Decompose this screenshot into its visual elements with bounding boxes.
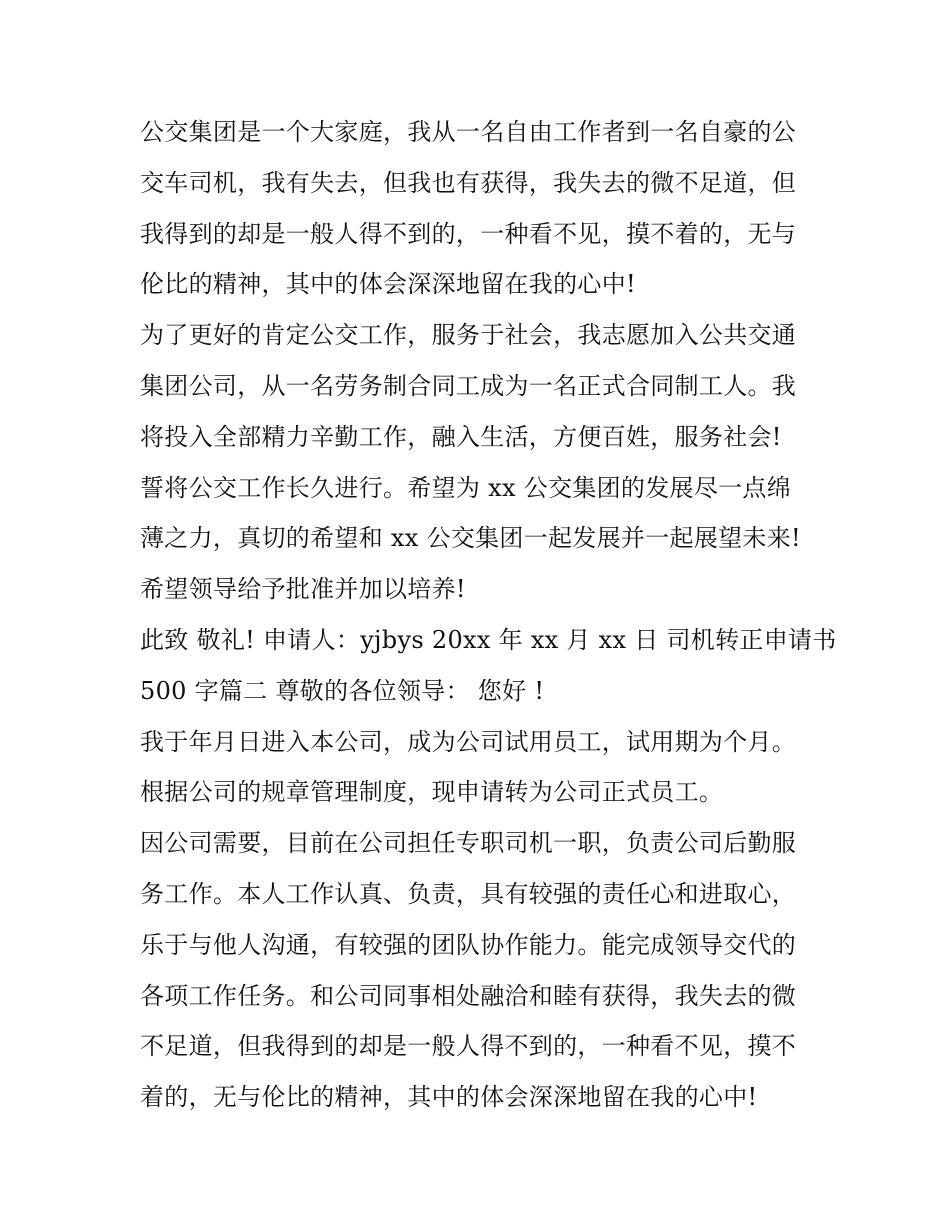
text-line: 希望领导给予批准并加以培养! bbox=[140, 575, 466, 604]
text-line: 乐于与他人沟通，有较强的团队协作能力。能完成领导交代的 bbox=[140, 930, 797, 959]
text-line: 我得到的却是一般人得不到的，一种看不见，摸不着的，无与 bbox=[140, 219, 797, 248]
text-line: 着的，无与伦比的精神，其中的体会深深地留在我的心中! bbox=[140, 1083, 758, 1112]
text-line: 公交集团是一个大家庭，我从一名自由工作者到一名自豪的公 bbox=[140, 118, 797, 146]
text-line: 各项工作任务。和公司同事相处融洽和睦有获得，我失去的微 bbox=[140, 981, 797, 1010]
text-line: 根据公司的规章管理制度，现申请转为公司正式员工。 bbox=[140, 778, 724, 807]
text-line: 将投入全部精力辛勤工作，融入生活，方便百姓，服务社会! bbox=[140, 422, 782, 451]
text-line: 交车司机，我有失去，但我也有获得，我失去的微不足道，但 bbox=[140, 168, 797, 197]
document-body bbox=[140, 107, 837, 1123]
text-line: 500 字篇二 尊敬的各位领导： 您好 ! bbox=[140, 676, 545, 705]
text-line: 集团公司，从一名劳务制合同工成为一名正式合同制工人。我 bbox=[140, 371, 797, 400]
text-line: 伦比的精神，其中的体会深深地留在我的心中! bbox=[140, 270, 636, 299]
text-line: 不足道，但我得到的却是一般人得不到的，一种看不见，摸不 bbox=[140, 1032, 797, 1061]
text-line: 此致 敬礼! 申请人：yjbys 20xx 年 xx 月 xx 日 司机转正申请书 bbox=[140, 625, 837, 654]
text-line: 薄之力，真切的希望和 xx 公交集团一起发展并一起展望未来! bbox=[140, 524, 801, 553]
text-line: 誓将公交工作长久进行。希望为 xx 公交集团的发展尽一点绵 bbox=[140, 473, 792, 502]
text-line: 因公司需要，目前在公司担任专职司机一职，负责公司后勤服 bbox=[140, 829, 797, 858]
text-line: 务工作。本人工作认真、负责，具有较强的责任心和进取心， bbox=[140, 879, 797, 908]
text-line: 我于年月日进入本公司，成为公司试用员工，试用期为个月。 bbox=[140, 727, 797, 756]
text-line: 为了更好的肯定公交工作，服务于社会，我志愿加入公共交通 bbox=[140, 321, 797, 350]
